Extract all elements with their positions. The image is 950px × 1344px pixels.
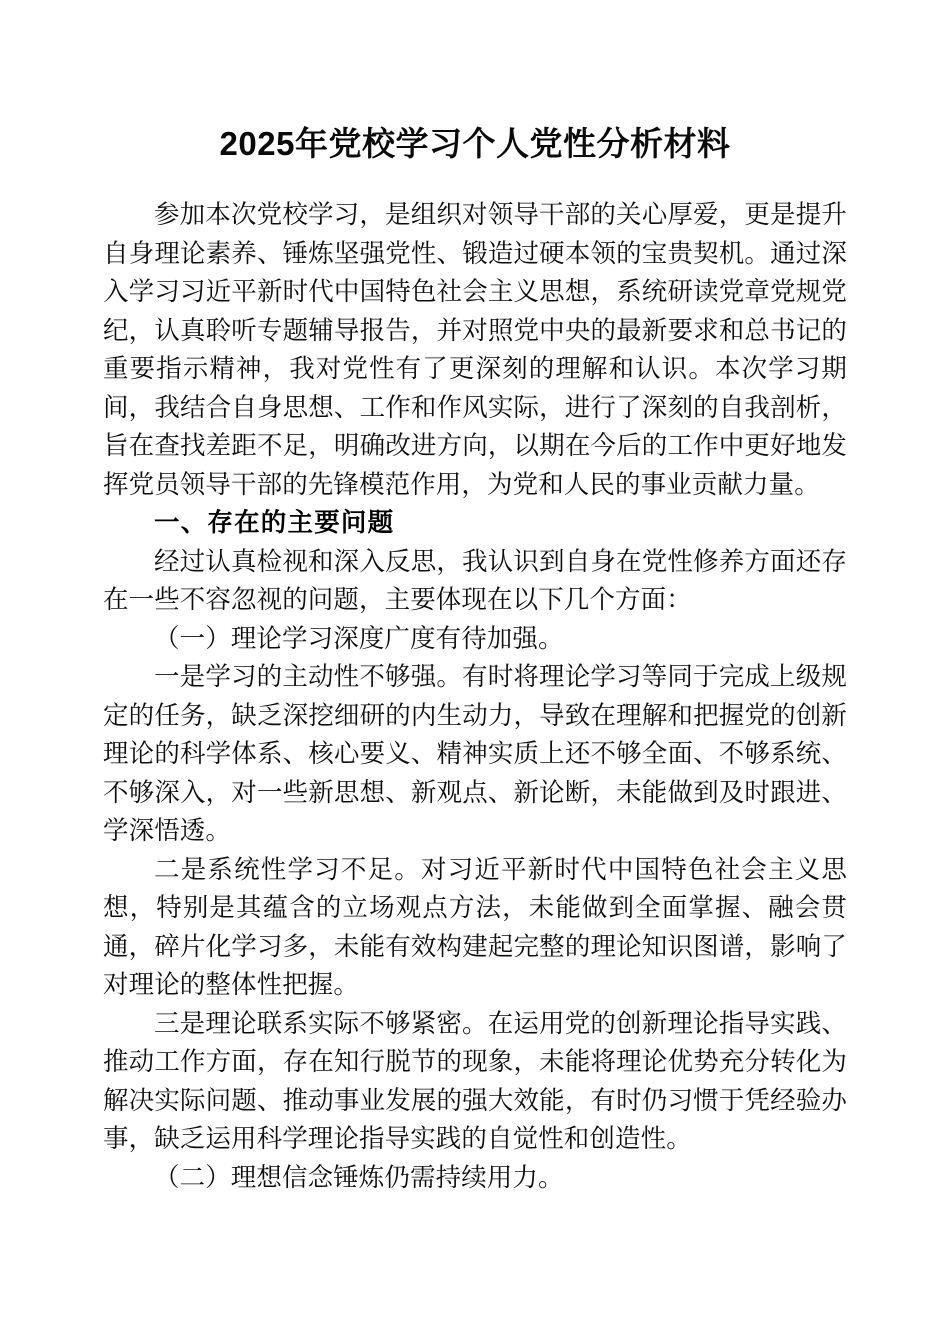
document-body: [103, 196, 847, 1197]
document-content: [103, 0, 847, 1197]
paragraph-intro: 参加本次党校学习，是组织对领导干部的关心厚爱，更是提升自身理论素养、锤炼坚强党性、锻造过硬本领的宝贵契机。通过深入学习习近平新时代中国特色社会主义思想，系统研读党章党规党纪，认真聆听专题辅导报告，并对照党中央的最新要求和总书记的重要指示精神，我对党性有了更深刻的理解和认识。本次学习期间，我结合自身思想、工作和作风实际，进行了深刻的自我剖析，旨在查找差距不足，明确改进方向，以期在今后的工作中更好地发挥党员领导干部的先锋模范作用，为党和人民的事业贡献力量。: [103, 200, 847, 499]
paragraph-section-1-lead: 经过认真检视和深入反思，我认识到自身在党性修养方面还存在一些不容忽视的问题，主要体现在以下几个方面：: [103, 546, 847, 614]
paragraph-point-1-1-1: 一是学习的主动性不够强。有时将理论学习等同于完成上级规定的任务，缺乏深挖细研的内生动力，导致在理解和把握党的创新理论的科学体系、核心要义、精神实质上还不够全面、不够系统、不够深入，对一些新思想、新观点、新论断，未能做到及时跟进、学深悟透。: [103, 662, 847, 845]
subheading-1-2: （二）理想信念锤炼仍需持续用力。: [154, 1162, 564, 1192]
paragraph-point-1-1-3: 三是理论联系实际不够紧密。在运用党的创新理论指导实践、推动工作方面，存在知行脱节的现象，未能将理论优势充分转化为解决实际问题、推动事业发展的强大效能，有时仍习惯于凭经验办事，缺乏运用科学理论指导实践的自觉性和创造性。: [103, 1008, 847, 1153]
subheading-1-1: （一）理论学习深度广度有待加强。: [154, 623, 564, 653]
page-title: 2025年党校学习个人党性分析材料: [219, 125, 731, 162]
section-heading-1: 一、存在的主要问题: [154, 508, 395, 537]
paragraph-point-1-1-2: 二是系统性学习不足。对习近平新时代中国特色社会主义思想，特别是其蕴含的立场观点方法，未能做到全面掌握、融会贯通，碎片化学习多，未能有效构建起完整的理论知识图谱，影响了对理论的整体性把握。: [103, 854, 847, 999]
